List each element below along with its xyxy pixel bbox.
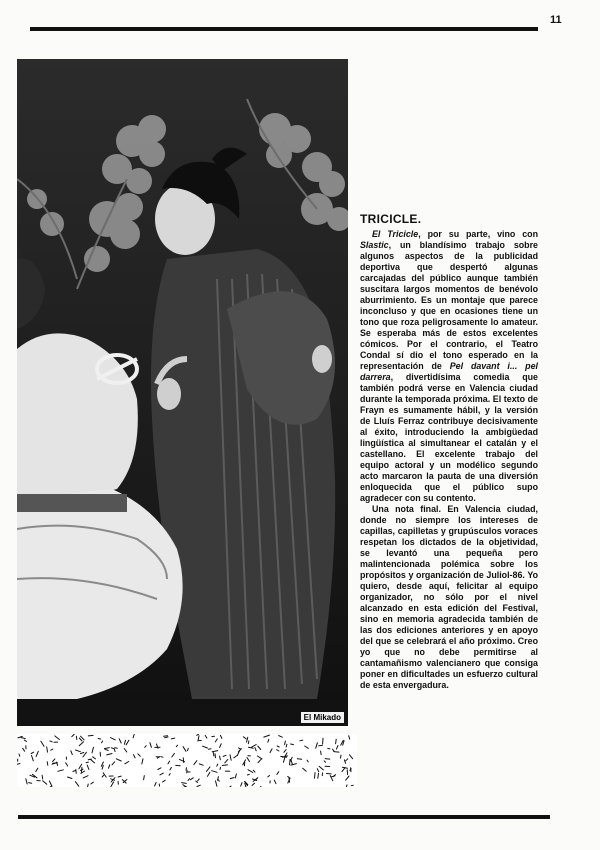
- confetti-dash: [223, 755, 226, 756]
- confetti-dash: [255, 748, 256, 751]
- confetti-dash: [197, 734, 199, 735]
- confetti-dash: [316, 743, 318, 748]
- confetti-dash: [277, 746, 279, 747]
- confetti-dash: [235, 774, 236, 778]
- confetti-dash: [350, 755, 353, 759]
- confetti-dash: [188, 748, 189, 750]
- confetti-dash: [169, 774, 170, 776]
- confetti-dash: [198, 779, 200, 781]
- show-title-el-tricicle: El Tricicle: [372, 229, 419, 239]
- confetti-dash: [111, 782, 114, 787]
- confetti-dash: [105, 749, 108, 750]
- confetti-dash: [186, 768, 187, 770]
- confetti-dash: [168, 761, 170, 764]
- confetti-dash: [24, 740, 26, 741]
- show-title-slastic: Slastic: [360, 240, 389, 250]
- confetti-dash: [230, 778, 234, 779]
- confetti-dash: [291, 760, 293, 765]
- confetti-dash: [300, 740, 303, 741]
- confetti-dash: [91, 760, 95, 763]
- confetti-dash: [248, 741, 249, 744]
- confetti-dash: [158, 768, 161, 770]
- confetti-dash: [346, 759, 348, 761]
- article-column: [360, 212, 538, 691]
- confetti-dash: [218, 780, 219, 782]
- confetti-dash: [87, 765, 89, 769]
- confetti-dash: [66, 763, 68, 766]
- confetti-dash: [142, 759, 143, 764]
- confetti-dash: [234, 755, 238, 758]
- confetti-dash: [36, 751, 38, 756]
- confetti-dash: [325, 759, 330, 760]
- confetti-dash: [93, 757, 96, 759]
- confetti-dash: [351, 785, 353, 786]
- confetti-dash: [315, 773, 316, 779]
- confetti-dash: [183, 747, 186, 752]
- confetti-dash: [215, 739, 217, 742]
- decorative-confetti-pattern: [17, 734, 357, 787]
- confetti-dash: [47, 762, 48, 765]
- confetti-dash: [144, 776, 145, 780]
- confetti-dash: [344, 760, 345, 764]
- confetti-dash: [194, 761, 197, 765]
- confetti-dash: [264, 735, 270, 737]
- confetti-dash: [92, 747, 94, 753]
- confetti-dash: [119, 739, 121, 743]
- confetti-dash: [112, 762, 115, 765]
- confetti-dash: [252, 745, 257, 748]
- bottom-rule: [18, 815, 550, 819]
- confetti-dash: [81, 753, 84, 754]
- confetti-dash: [247, 774, 249, 775]
- confetti-dash: [31, 752, 33, 753]
- confetti-dash: [220, 735, 222, 738]
- confetti-dash: [332, 776, 335, 777]
- confetti-dash: [36, 768, 38, 771]
- confetti-dash: [253, 770, 255, 772]
- confetti-dash: [199, 764, 203, 765]
- confetti-dash: [227, 786, 231, 787]
- section-heading: TRICICLE.: [360, 212, 422, 226]
- confetti-dash: [160, 773, 164, 775]
- confetti-dash: [212, 751, 218, 752]
- confetti-dash: [208, 772, 210, 776]
- confetti-dash: [79, 742, 83, 746]
- confetti-dash: [72, 734, 74, 736]
- confetti-dash: [125, 762, 129, 764]
- confetti-dash: [79, 738, 82, 741]
- confetti-dash: [216, 781, 217, 786]
- confetti-dash: [303, 768, 307, 771]
- confetti-dash: [49, 781, 52, 786]
- confetti-dash: [21, 738, 25, 739]
- confetti-dash: [241, 783, 242, 786]
- confetti-svg: [17, 734, 357, 787]
- confetti-dash: [79, 764, 82, 769]
- confetti-dash: [319, 766, 323, 770]
- confetti-dash: [279, 736, 283, 738]
- confetti-dash: [88, 784, 89, 787]
- article-paragraph-2: Una nota final. En Valencia ciudad, donde no siempre los intereses de capillas, capilletas y grupúsculos voraces respetan los dictados de la objetividad, se levantó una pequeña pero malintencionada polémica sobre los propósitos y organización de Juliol-86. Yo quiero, desde aquí, felicitar al equipo organizador, no sólo por el nivel alcanzado en esta edición del Festival, sino en memoria agradecida también de las dos ediciones anteriores y en apoyo del que se celebrará el año próximo. Creo yo que no debe permitirse al cantamañismo valencianero que consiga poner en dificultades un esfuerzo cultural de esta envergadura.: [360, 504, 538, 690]
- confetti-dash: [51, 749, 53, 750]
- confetti-dash: [124, 749, 127, 753]
- confetti-dash: [118, 776, 121, 777]
- confetti-dash: [88, 735, 93, 736]
- confetti-dash: [274, 780, 276, 784]
- confetti-dash: [196, 781, 198, 783]
- confetti-dash: [165, 737, 169, 738]
- confetti-dash: [170, 767, 172, 770]
- confetti-dash: [342, 768, 345, 772]
- confetti-dash: [86, 762, 88, 763]
- confetti-dash: [163, 780, 166, 782]
- confetti-dash: [258, 759, 261, 762]
- confetti-dash: [305, 746, 309, 748]
- confetti-dash: [277, 750, 279, 751]
- confetti-dash: [172, 753, 175, 757]
- confetti-dash: [220, 767, 221, 769]
- confetti-dash: [111, 748, 114, 749]
- confetti-dash: [19, 754, 20, 756]
- confetti-dash: [258, 746, 261, 750]
- confetti-dash: [181, 787, 186, 788]
- confetti-dash: [277, 772, 279, 775]
- confetti-dash: [48, 786, 52, 787]
- confetti-dash: [50, 741, 52, 742]
- confetti-dash: [324, 761, 326, 762]
- confetti-dash: [197, 785, 200, 786]
- confetti-dash: [268, 739, 269, 742]
- confetti-dash: [133, 734, 134, 737]
- confetti-dash: [217, 764, 218, 766]
- confetti-dash: [208, 749, 211, 750]
- confetti-dash: [47, 747, 48, 752]
- confetti-dash: [225, 759, 228, 763]
- confetti-dash: [109, 765, 110, 768]
- confetti-dash: [290, 759, 291, 764]
- confetti-dash: [346, 785, 348, 787]
- confetti-dash: [247, 737, 248, 742]
- confetti-dash: [215, 754, 216, 758]
- confetti-dash: [346, 776, 349, 780]
- confetti-dash: [102, 741, 103, 743]
- confetti-dash: [239, 748, 241, 749]
- confetti-dash: [73, 771, 75, 772]
- confetti-dash: [318, 773, 319, 778]
- confetti-dash: [161, 757, 163, 758]
- show-title-pel-davant: Pel davant i... pel darrera: [360, 361, 538, 382]
- confetti-dash: [41, 741, 44, 746]
- confetti-dash: [182, 783, 187, 784]
- confetti-dash: [342, 767, 347, 768]
- confetti-dash: [29, 783, 32, 784]
- confetti-dash: [91, 782, 94, 784]
- confetti-dash: [257, 756, 262, 759]
- confetti-dash: [150, 743, 152, 748]
- confetti-dash: [53, 759, 55, 762]
- confetti-dash: [317, 769, 318, 772]
- confetti-dash: [243, 737, 246, 739]
- confetti-dash: [249, 747, 254, 748]
- confetti-dash: [32, 755, 34, 760]
- confetti-dash: [286, 744, 287, 747]
- confetti-dash: [83, 776, 88, 778]
- confetti-dash: [26, 779, 27, 784]
- confetti-dash: [258, 787, 261, 788]
- stage-photo: [17, 59, 348, 726]
- confetti-dash: [307, 760, 308, 762]
- confetti-dash: [222, 765, 227, 766]
- confetti-dash: [213, 752, 214, 756]
- confetti-dash: [220, 744, 222, 748]
- confetti-dash: [98, 739, 101, 740]
- confetti-dash: [283, 757, 285, 762]
- confetti-dash: [220, 756, 221, 760]
- confetti-dash: [107, 754, 112, 755]
- confetti-dash: [43, 781, 47, 785]
- confetti-dash: [105, 748, 110, 749]
- photo-caption: El Mikado: [301, 712, 344, 723]
- confetti-dash: [333, 749, 335, 751]
- confetti-dash: [164, 736, 168, 737]
- confetti-dash: [138, 754, 140, 756]
- confetti-dash: [102, 765, 103, 769]
- confetti-dash: [145, 746, 147, 748]
- confetti-dash: [336, 746, 338, 750]
- confetti-dash: [116, 759, 121, 761]
- paragraph-1-text-c: , divertidísima comedia que también podrá verse en Valencia ciudad durante la temporada próxima. El texto de Frayn es sumamente hábil, y la versión de Lluís Ferraz contribuye decisivamente al éxito, introduciendo la ambigüedad lingüística al simultanear el catalán y el castellano. El excelente trabajo del equipo actoral y un modélico segundo acto marcaron la pauta de una diversión enloquecida que el público supo agradecer con su contento.: [360, 372, 538, 503]
- paragraph-1-text-b: , un blandísimo trabajo sobre algunos aspectos de la publicidad deportiva que despertó algunas carcajadas del público aunque también suscitara largos momentos de benévolo aburrimiento. Es un montaje que parece inconcluso y que en ocasiones tiene un tono que roza peligrosamente lo amateur. Se esperaba más de estos excelentes cómicos. Por el contrario, el Teatro Condal sí dio el tono esperado en la representación de: [360, 240, 538, 371]
- stage-photo-illustration: [17, 59, 348, 726]
- confetti-dash: [248, 770, 253, 773]
- page-number: 11: [550, 14, 562, 26]
- confetti-dash: [126, 740, 129, 745]
- confetti-dash: [76, 750, 81, 752]
- confetti-dash: [111, 738, 116, 740]
- confetti-dash: [188, 779, 190, 781]
- paragraph-1-text-a: , por su parte, vino con: [418, 229, 538, 239]
- confetti-dash: [155, 783, 157, 786]
- confetti-dash: [336, 739, 337, 744]
- confetti-dash: [285, 741, 286, 745]
- confetti-dash: [206, 767, 210, 772]
- confetti-dash: [291, 764, 297, 766]
- confetti-dash: [191, 778, 194, 780]
- confetti-dash: [341, 755, 342, 758]
- confetti-dash: [212, 771, 218, 773]
- confetti-dash: [42, 775, 43, 779]
- top-rule: [30, 27, 538, 31]
- confetti-dash: [71, 751, 73, 755]
- confetti-dash: [284, 750, 286, 753]
- confetti-dash: [268, 776, 270, 777]
- confetti-dash: [55, 736, 60, 740]
- confetti-dash: [102, 775, 104, 777]
- confetti-dash: [124, 740, 125, 744]
- confetti-dash: [230, 755, 231, 761]
- confetti-dash: [205, 735, 207, 738]
- confetti-dash: [334, 752, 339, 753]
- confetti-dash: [203, 746, 208, 748]
- confetti-dash: [17, 764, 20, 765]
- confetti-dash: [23, 748, 25, 751]
- confetti-dash: [247, 758, 250, 762]
- confetti-dash: [171, 738, 174, 739]
- confetti-dash: [176, 745, 177, 746]
- confetti-dash: [252, 783, 254, 785]
- confetti-dash: [321, 751, 322, 755]
- confetti-dash: [291, 744, 294, 745]
- confetti-dash: [75, 782, 79, 787]
- article-paragraph-1: [360, 229, 538, 504]
- confetti-dash: [68, 777, 72, 779]
- confetti-dash: [270, 749, 272, 753]
- confetti-dash: [349, 736, 350, 739]
- confetti-dash: [114, 749, 115, 752]
- confetti-dash: [58, 770, 64, 772]
- confetti-dash: [328, 748, 330, 749]
- confetti-dash: [134, 755, 136, 758]
